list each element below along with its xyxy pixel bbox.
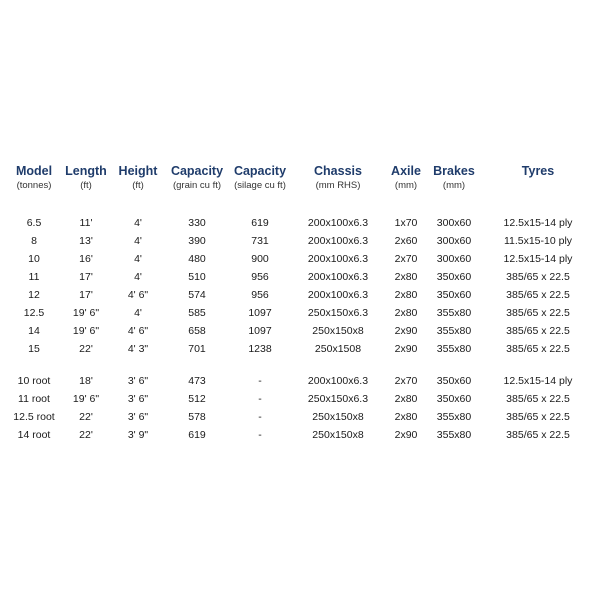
table-cell: 200x100x6.3 xyxy=(307,253,369,265)
header-unit: (mm) xyxy=(442,179,466,191)
table-cell: 15 xyxy=(28,343,40,355)
table-cell: 385/65 x 22.5 xyxy=(506,325,570,337)
table-cell: 14 root xyxy=(17,429,51,441)
table-cell: 4' xyxy=(134,271,142,283)
table-cell: 2x80 xyxy=(394,411,418,423)
table-row xyxy=(6,268,596,286)
table-cell: 385/65 x 22.5 xyxy=(506,429,570,441)
table-cell: 12.5x15-14 ply xyxy=(503,375,573,387)
spec-table xyxy=(6,162,596,444)
gap-cell xyxy=(6,358,596,372)
table-cell: 11 root xyxy=(18,393,50,405)
root-models-group xyxy=(6,372,596,444)
table-cell: 12.5x15-14 ply xyxy=(503,217,573,229)
table-cell: 200x100x6.3 xyxy=(307,271,369,283)
table-cell: 512 xyxy=(188,393,206,405)
header-capacity-grain xyxy=(166,162,228,208)
header-title: Model xyxy=(15,164,53,178)
table-cell: 355x80 xyxy=(436,307,472,319)
table-row xyxy=(6,286,596,304)
table-cell: 2x80 xyxy=(394,307,418,319)
table-cell: 385/65 x 22.5 xyxy=(506,343,570,355)
table-cell: 10 root xyxy=(17,375,51,387)
table-cell: 250x1508 xyxy=(314,343,362,355)
table-cell: 1x70 xyxy=(394,217,418,229)
table-cell: 355x80 xyxy=(436,325,472,337)
header-unit: (ft) xyxy=(80,179,92,191)
table-row xyxy=(6,426,596,444)
table-cell: 200x100x6.3 xyxy=(307,235,369,247)
header-row xyxy=(6,162,596,208)
table-row xyxy=(6,322,596,340)
group-gap xyxy=(6,358,596,372)
table-cell: 300x60 xyxy=(436,217,472,229)
table-cell: 19' 6" xyxy=(72,393,100,405)
table-cell: 2x90 xyxy=(394,343,418,355)
header-title: Capacity xyxy=(233,164,287,178)
table-cell: 300x60 xyxy=(436,253,472,265)
table-cell: 250x150x8 xyxy=(312,411,364,423)
header-title: Axile xyxy=(391,164,421,178)
table-cell: 3' 6" xyxy=(127,393,149,405)
table-cell: 2x90 xyxy=(394,429,418,441)
table-cell: 574 xyxy=(188,289,206,301)
table-cell: 250x150x6.3 xyxy=(307,307,369,319)
table-row xyxy=(6,340,596,358)
gap-row xyxy=(6,358,596,372)
table-cell: 658 xyxy=(188,325,206,337)
header-unit: (mm) xyxy=(394,179,418,191)
table-cell: 350x60 xyxy=(436,393,472,405)
table-cell: 350x60 xyxy=(436,289,472,301)
table-row xyxy=(6,390,596,408)
header-axile xyxy=(384,162,428,208)
table-cell: 355x80 xyxy=(436,411,472,423)
table-cell: 11.5x15-10 ply xyxy=(503,235,573,247)
table-cell: 4' xyxy=(134,235,142,247)
table-cell: 1097 xyxy=(248,307,272,319)
table-cell: - xyxy=(258,411,262,423)
table-cell: 12.5 xyxy=(23,307,45,319)
table-cell: 4' 6" xyxy=(127,325,149,337)
table-cell: 11' xyxy=(79,217,93,229)
table-cell: 19' 6" xyxy=(72,307,100,319)
table-cell: 619 xyxy=(251,217,269,229)
table-cell: 330 xyxy=(188,217,206,229)
table-cell: 350x60 xyxy=(436,271,472,283)
table-row xyxy=(6,250,596,268)
table-cell: 1097 xyxy=(248,325,272,337)
table-row xyxy=(6,304,596,322)
table-row xyxy=(6,408,596,426)
header-title: Height xyxy=(118,164,158,178)
table-cell: 4' xyxy=(134,307,142,319)
table-cell: - xyxy=(258,375,262,387)
header-unit: (mm RHS) xyxy=(315,179,361,191)
header-chassis xyxy=(292,162,384,208)
table-cell: 250x150x6.3 xyxy=(307,393,369,405)
table-cell: 6.5 xyxy=(26,217,42,229)
table-cell: 385/65 x 22.5 xyxy=(506,307,570,319)
table-cell: 3' 6" xyxy=(127,375,149,387)
table-cell: - xyxy=(258,393,262,405)
table-cell: 350x60 xyxy=(436,375,472,387)
table-cell: 2x80 xyxy=(394,289,418,301)
table-cell: 473 xyxy=(188,375,206,387)
table-cell: 17' xyxy=(79,271,93,283)
table-cell: 956 xyxy=(251,289,269,301)
table-cell: 619 xyxy=(188,429,206,441)
table-cell: 14 xyxy=(28,325,40,337)
table-cell: 17' xyxy=(79,289,93,301)
header-unit: (silage cu ft) xyxy=(234,179,286,191)
table-cell: 22' xyxy=(79,429,93,441)
standard-models-group xyxy=(6,214,596,358)
table-cell: 4' xyxy=(134,253,142,265)
table-cell: 355x80 xyxy=(436,429,472,441)
table-cell: 18' xyxy=(79,375,93,387)
header-unit: (grain cu ft) xyxy=(172,179,222,191)
table-cell: 510 xyxy=(188,271,206,283)
table-cell: 355x80 xyxy=(436,343,472,355)
table-cell: 731 xyxy=(251,235,269,247)
table-cell: 19' 6" xyxy=(72,325,100,337)
table-row xyxy=(6,372,596,390)
table-cell: 2x70 xyxy=(394,375,418,387)
header-capacity-silage xyxy=(228,162,292,208)
table-row xyxy=(6,232,596,250)
table-row xyxy=(6,214,596,232)
table-cell: 8 xyxy=(31,235,37,247)
table-cell: 3' 6" xyxy=(127,411,149,423)
table-cell: 12 xyxy=(28,289,40,301)
table-cell: 2x70 xyxy=(394,253,418,265)
header-title: Length xyxy=(65,164,107,178)
table-cell: 22' xyxy=(79,411,93,423)
table-cell: 12.5x15-14 ply xyxy=(503,253,573,265)
table-cell: 480 xyxy=(188,253,206,265)
table-cell: 701 xyxy=(188,343,206,355)
table-cell: 578 xyxy=(188,411,206,423)
table-cell: 385/65 x 22.5 xyxy=(506,289,570,301)
header-title: Capacity xyxy=(170,164,224,178)
header-tyres xyxy=(480,162,596,208)
table-cell: 22' xyxy=(79,343,93,355)
table-cell: 250x150x8 xyxy=(312,325,364,337)
header-title: Brakes xyxy=(433,164,475,178)
table-cell: 200x100x6.3 xyxy=(307,375,369,387)
table-cell: 390 xyxy=(188,235,206,247)
header-height xyxy=(110,162,166,208)
table-cell: 900 xyxy=(251,253,269,265)
header-brakes xyxy=(428,162,480,208)
table-cell: 250x150x8 xyxy=(312,429,364,441)
table-cell: 12.5 root xyxy=(13,411,55,423)
table-cell: 1238 xyxy=(248,343,272,355)
table-cell: 2x90 xyxy=(394,325,418,337)
table-cell: 16' xyxy=(79,253,93,265)
table-cell: 200x100x6.3 xyxy=(307,217,369,229)
table-cell: - xyxy=(258,429,262,441)
table-cell: 385/65 x 22.5 xyxy=(506,271,570,283)
header-unit: (ft) xyxy=(132,179,144,191)
table-cell: 385/65 x 22.5 xyxy=(506,411,570,423)
table-cell: 4' 6" xyxy=(127,289,149,301)
table-cell: 13' xyxy=(79,235,93,247)
table-cell: 2x80 xyxy=(394,271,418,283)
table-cell: 200x100x6.3 xyxy=(307,289,369,301)
table-cell: 4' xyxy=(134,217,142,229)
header-length xyxy=(62,162,110,208)
header-model xyxy=(6,162,62,208)
header-unit: (tonnes) xyxy=(16,179,52,191)
table-cell: 2x80 xyxy=(394,393,418,405)
table-cell: 2x60 xyxy=(394,235,418,247)
table-cell: 956 xyxy=(251,271,269,283)
header-title: Chassis xyxy=(314,164,362,178)
table-cell: 385/65 x 22.5 xyxy=(506,393,570,405)
table-cell: 300x60 xyxy=(436,235,472,247)
table-cell: 4' 3" xyxy=(127,343,149,355)
table-cell: 11 xyxy=(28,271,40,283)
table-cell: 585 xyxy=(188,307,206,319)
table-cell: 10 xyxy=(28,253,40,265)
header-title: Tyres xyxy=(521,164,555,178)
table-cell: 3' 9" xyxy=(127,429,149,441)
